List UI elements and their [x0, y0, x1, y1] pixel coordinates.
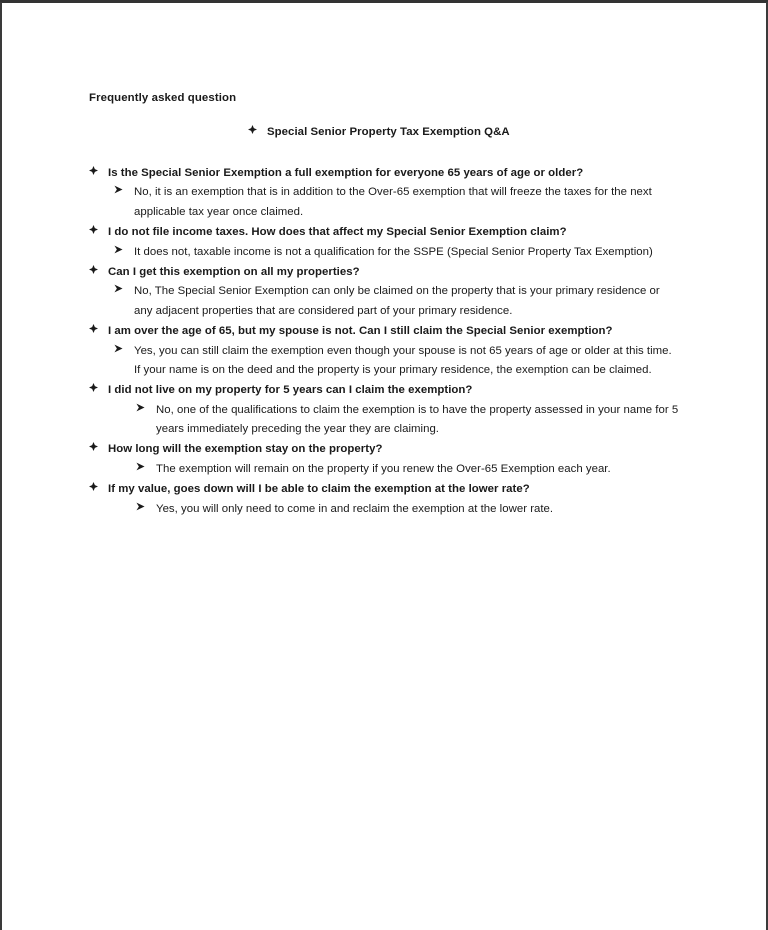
diamond-bullet-icon [89, 443, 108, 452]
faq-answer-text: The exemption will remain on the property if you renew the Over-65 Exemption each year. [156, 463, 611, 476]
page-border-left [0, 2, 2, 930]
faq-answer-row [89, 243, 689, 263]
page-title: Special Senior Property Tax Exemption Q&A [267, 125, 510, 138]
faq-item [89, 164, 689, 223]
faq-item [89, 440, 689, 479]
faq-question-row [89, 440, 689, 460]
faq-answer-row [89, 500, 689, 520]
faq-answer-row [89, 342, 689, 381]
faq-question-row [89, 164, 689, 184]
faq-answer-text: No, it is an exemption that is in addition to the Over-65 exemption that will freeze the taxes for the next applicable tax year once claimed. [134, 186, 652, 218]
faq-item [89, 381, 689, 440]
arrowhead-bullet-icon [136, 463, 156, 472]
arrowhead-bullet-icon [114, 345, 134, 354]
faq-question-row [89, 480, 689, 500]
arrowhead-bullet-icon [114, 246, 134, 255]
faq-question-text: Can I get this exemption on all my properties? [108, 265, 360, 278]
faq-item [89, 480, 689, 519]
arrowhead-bullet-icon [114, 285, 134, 294]
faq-answer-text: No, one of the qualifications to claim the exemption is to have the property assessed in your name for 5 years immediately preceding the year they are claiming. [156, 403, 679, 436]
faq-item [89, 263, 689, 322]
arrowhead-bullet-icon [114, 186, 134, 195]
faq-item [89, 223, 689, 262]
diamond-bullet-icon [89, 167, 108, 176]
faq-question-text: How long will the exemption stay on the property? [108, 443, 383, 456]
faq-question-text: If my value, goes down will I be able to claim the exemption at the lower rate? [108, 483, 530, 496]
diamond-bullet-icon [248, 126, 267, 135]
faq-question-text: Is the Special Senior Exemption a full exemption for everyone 65 years of age or older? [108, 166, 584, 179]
arrowhead-bullet-icon [136, 503, 156, 512]
faq-answer-text: Yes, you will only need to come in and reclaim the exemption at the lower rate. [156, 502, 554, 515]
faq-answer-text: No, The Special Senior Exemption can only be claimed on the property that is your primary residence or any adjacent properties that are considered part of your primary residence. [134, 285, 660, 317]
document-title-line [89, 125, 689, 140]
document-heading: Frequently asked question [89, 92, 237, 104]
faq-answer-text: Yes, you can still claim the exemption even though your spouse is not 65 years of age or older at this time. If your name is on the deed and the property is your primary residence, the exemption can be claimed. [134, 344, 672, 377]
faq-question-row [89, 263, 689, 283]
diamond-bullet-icon [89, 226, 108, 235]
faq-item [89, 322, 689, 381]
faq-question-row [89, 322, 689, 342]
faq-answer-row [89, 183, 689, 222]
faq-answer-text: It does not, taxable income is not a qualification for the SSPE (Special Senior Property Tax Exemption) [134, 245, 653, 258]
diamond-bullet-icon [89, 384, 108, 393]
faq-answer-row [89, 401, 689, 440]
diamond-bullet-icon [89, 266, 108, 275]
page-border-top [0, 0, 768, 3]
faq-question-row [89, 381, 689, 401]
faq-question-row [89, 223, 689, 243]
faq-answer-row [89, 460, 689, 480]
faq-list [89, 164, 689, 520]
diamond-bullet-icon [89, 483, 108, 492]
faq-question-text: I did not live on my property for 5 years can I claim the exemption? [108, 384, 473, 397]
document-body [89, 91, 689, 520]
arrowhead-bullet-icon [136, 404, 156, 413]
diamond-bullet-icon [89, 325, 108, 334]
faq-question-text: I do not file income taxes. How does that affect my Special Senior Exemption claim? [108, 225, 567, 238]
faq-question-text: I am over the age of 65, but my spouse is not. Can I still claim the Special Senior exemption? [108, 324, 613, 337]
faq-answer-row [89, 282, 689, 321]
